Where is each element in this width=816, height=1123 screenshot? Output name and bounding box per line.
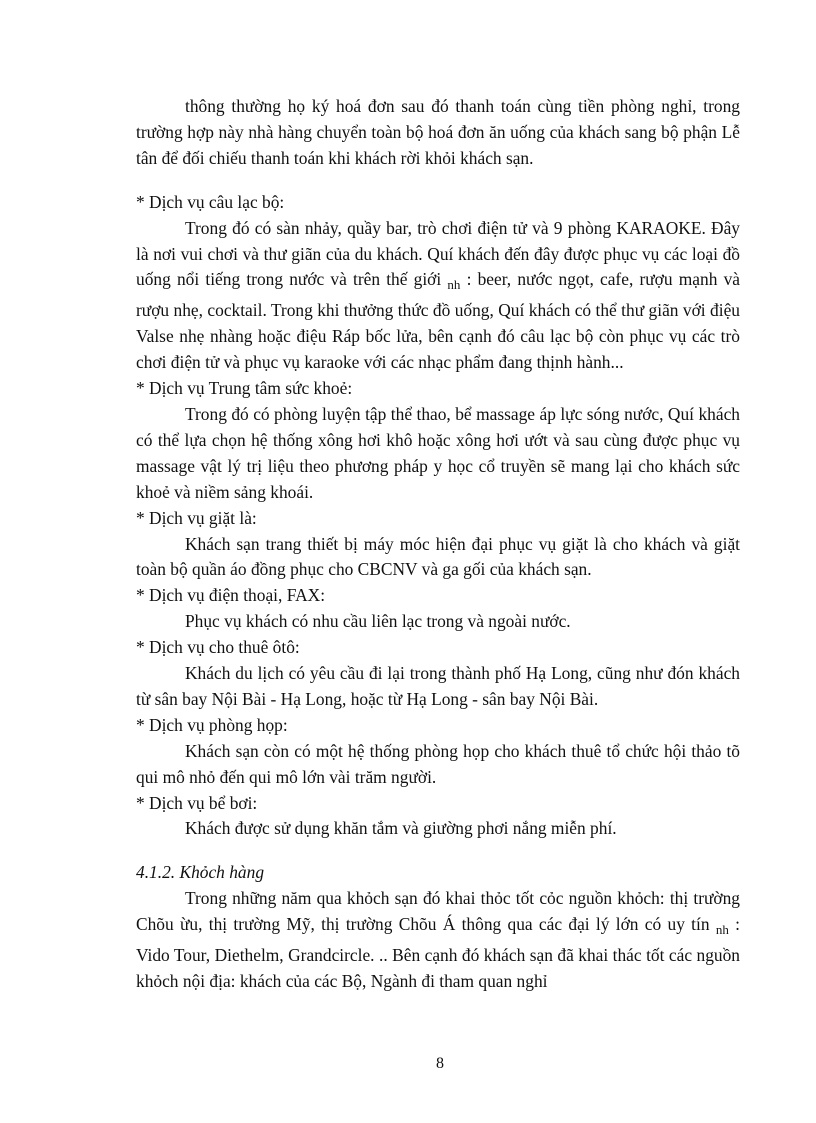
- section-body: [136, 886, 740, 995]
- service-heading-laundry: * Dịch vụ giặt là:: [136, 507, 257, 528]
- service-heading-phone: * Dịch vụ điện thoại, FAX:: [136, 585, 326, 606]
- service-body-club: [136, 216, 740, 376]
- section-subscript: nh: [715, 922, 729, 938]
- club-text-2: : beer, nước ngọt, cafe, rượu mạnh và rượu nhẹ, cocktail. Trong khi thưởng thức đồ uống, Quí khách có thể thư giãn với điệu Valse nhẹ nhàng hoặc điệu Ráp bốc lửa, bên cạnh đó câu lạc bộ còn phục vụ các trò chơi điện tử và phục vụ karaoke với các nhạc phẩm đang thịnh hành...: [136, 269, 740, 373]
- service-body-car: Khách du lịch có yêu cầu đi lại trong thành phố Hạ Long, cũng như đón khách từ sân bay Nội Bài - Hạ Long, hoặc từ Hạ Long - sân bay Nội Bài.: [136, 663, 740, 709]
- service-body-health: Trong đó có phòng luyện tập thể thao, bể massage áp lực sóng nước, Quí khách có thể lựa chọn hệ thống xông hơi khô hoặc xông hơi ướt và sau cùng được phục vụ massage vật lý trị liệu theo phương pháp y học cổ truyền sẽ mang lại cho khách sức khoẻ và niềm sảng khoái.: [136, 403, 740, 502]
- page-number: 8: [436, 1055, 444, 1072]
- service-body-phone: Phục vụ khách có nhu cầu liên lạc trong và ngoài nước.: [185, 611, 571, 632]
- service-heading-car: * Dịch vụ cho thuê ôtô:: [136, 637, 300, 658]
- document-page: [136, 94, 740, 995]
- service-body-pool: Khách được sử dụng khăn tắm và giường phơi nắng miễn phí.: [185, 818, 617, 839]
- club-subscript: nh: [447, 277, 461, 293]
- service-heading-club: * Dịch vụ câu lạc bộ:: [136, 191, 285, 212]
- service-heading-health: * Dịch vụ Trung tâm sức khoẻ:: [136, 378, 353, 399]
- service-heading-pool: * Dịch vụ bể bơi:: [136, 792, 258, 813]
- section-text-1: Trong những năm qua khỏch sạn đó khai thỏc tốt cỏc nguồn khỏch: thị trường Chõu ừu, thị trường Mỹ, thị trường Chõu Á thông qua các đại lý lớn có uy tín: [136, 888, 740, 935]
- service-body-meeting: Khách sạn còn có một hệ thống phòng họp cho khách thuê tổ chức hội thảo tõ qui mô nhỏ đến qui mô lớn vài trăm người.: [136, 740, 740, 787]
- service-heading-meeting: * Dịch vụ phòng họp:: [136, 714, 288, 735]
- intro-paragraph: thông thường họ ký hoá đơn sau đó thanh toán cùng tiền phòng nghỉ, trong trường hợp này nhà hàng chuyển toàn bộ hoá đơn ăn uống của khách sang bộ phận Lễ tân để đối chiếu thanh toán khi khách rời khỏi khách sạn.: [136, 96, 740, 168]
- service-body-laundry: Khách sạn trang thiết bị máy móc hiện đại phục vụ giặt là cho khách và giặt toàn bộ quần áo đồng phục cho CBCNV và ga gối của khách sạn.: [136, 533, 740, 580]
- club-text-1: Trong đó có sàn nhảy, quầy bar, trò chơi điện tử và 9 phòng KARAOKE. Đây là nơi vui chơi và thư giãn của du khách. Quí khách đến đây được phục vụ các loại đồ uống nổi tiếng trong nước và trên thế giới: [136, 217, 740, 290]
- section-text-2: : Vido Tour, Diethelm, Grandcircle. .. Bên cạnh đó khách sạn đã khai thác tốt các nguồn khỏch nội địa: khách của các Bộ, Ngành đi tham quan nghỉ: [136, 914, 740, 991]
- section-title: 4.1.2. Khỏch hàng: [136, 862, 265, 883]
